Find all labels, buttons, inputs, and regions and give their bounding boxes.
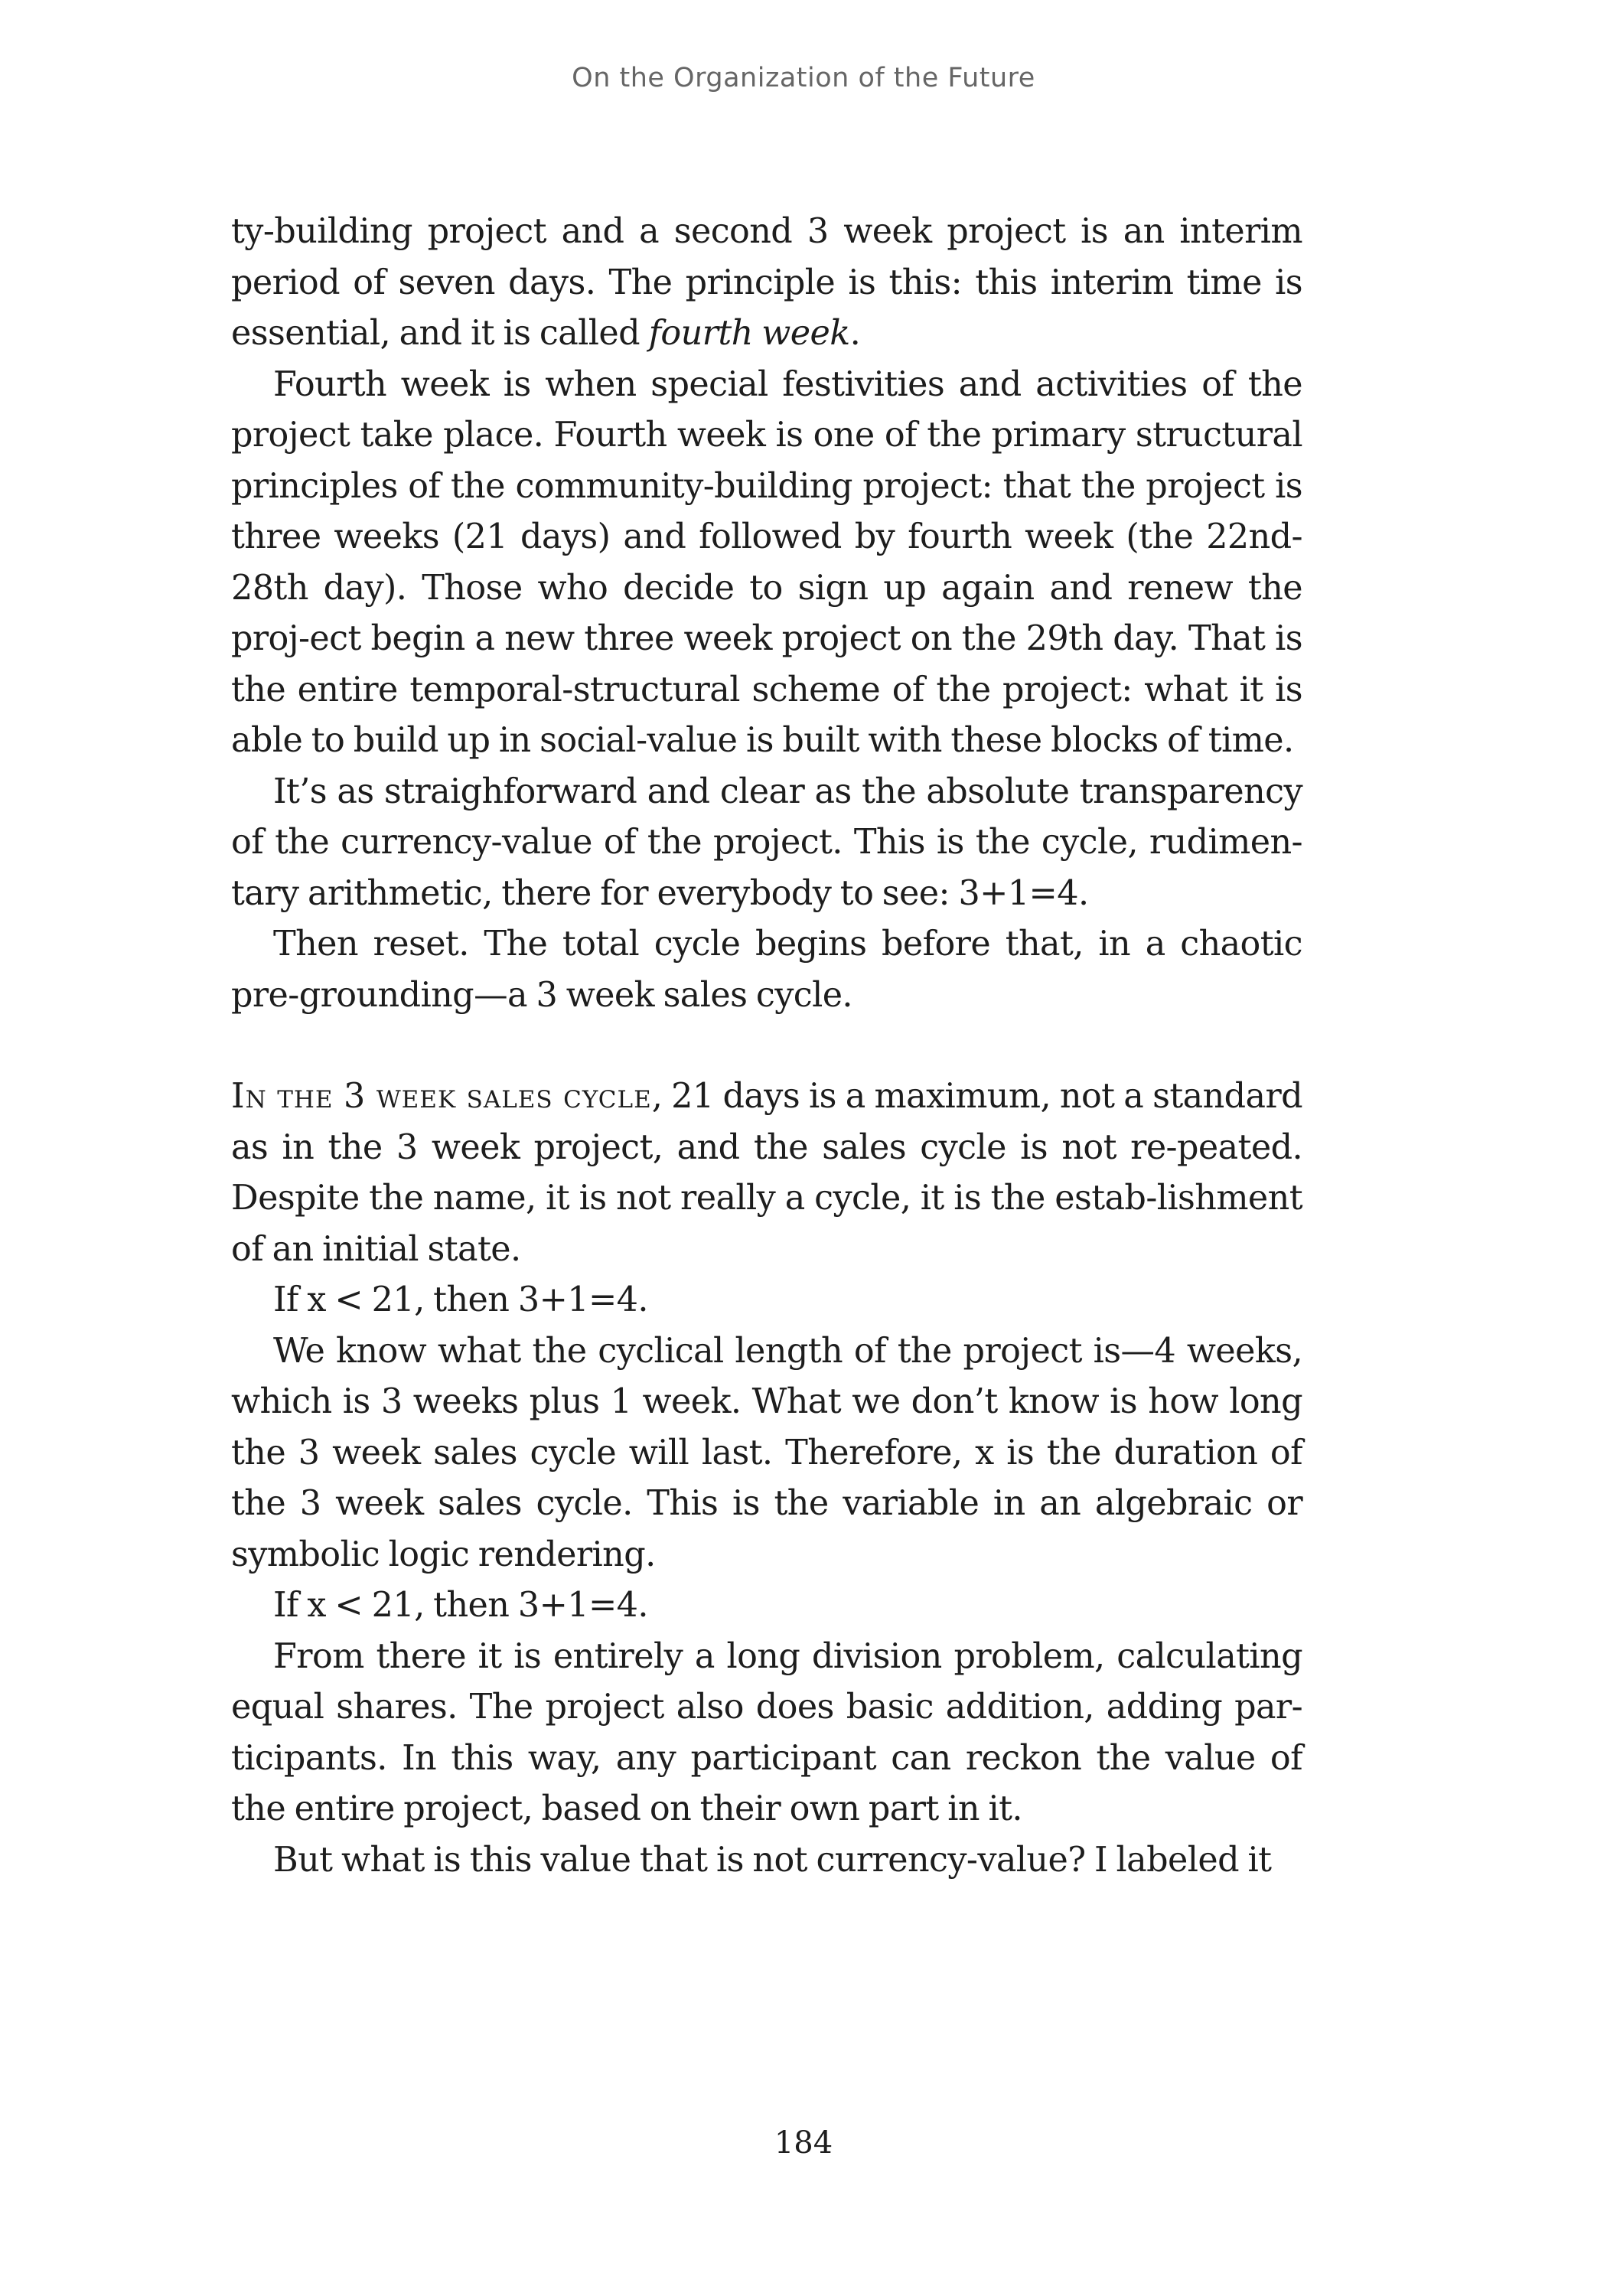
paragraph-5-text: , 21 days is a maximum, not a standard as in the 3 week project, and the sales cycle is not re-peated. Despite the name, it is not really a cycle, it is the estab-lishment of an initial state. — [231, 1077, 1303, 1269]
paragraph-1-end: . — [849, 314, 861, 353]
page-number: 184 — [774, 2125, 833, 2161]
paragraph-8: If x < 21, then 3+1=4. — [273, 1586, 648, 1625]
paragraph-5 — [231, 1071, 1302, 1275]
paragraph-3: It’s as straighforward and clear as the absolute transparency of the currency-value of the project. This is the cycle, rudimen-tary arithmetic, there for everybody to see: 3+1=4. — [231, 771, 1302, 913]
fourth-week-emphasis: fourth week — [648, 314, 850, 353]
paragraph-1-text: ty-building project and a second 3 week project is an interim period of seven days. The principle is this: this interim time is essential, and it is called — [231, 212, 1302, 353]
body-text — [231, 207, 1302, 1886]
paragraph-9: From there it is entirely a long division problem, calculating equal shares. The project also does basic addition, adding par-ticipants. In this way, any participant can reckon the value of the entire project, based on their own part in it. — [231, 1636, 1302, 1828]
running-head: On the Organization of the Future — [572, 63, 1035, 93]
paragraph-4: Then reset. The total cycle begins before that, in a chaotic pre-grounding—a 3 week sales cycle. — [231, 925, 1302, 1015]
paragraph-1 — [231, 207, 1302, 360]
paragraph-10: But what is this value that is not currency-value? I labeled it — [273, 1840, 1272, 1880]
section-lead-in: In the 3 week sales cycle — [231, 1077, 652, 1116]
paragraph-7: We know what the cyclical length of the project is—4 weeks, which is 3 weeks plus 1 week. What we don’t know is how long the 3 week sales cycle will last. Therefore, x is the duration of the 3 week sales cycle. This is the variable in an algebraic or symbolic logic rendering. — [231, 1331, 1302, 1574]
paragraph-6: If x < 21, then 3+1=4. — [273, 1280, 648, 1319]
paragraph-2: Fourth week is when special festivities and activities of the project take place. Fourth week is one of the primary structural principles of the community-building project: that the project is three weeks (21 days) and followed by fourth week (the 22nd-28th day). Those who decide to sign up again and renew the proj-ect begin a new three week project on the 29th day. That is the entire temporal-structural scheme of the project: what it is able to build up in social-value is built with these blocks of time. — [231, 364, 1302, 760]
